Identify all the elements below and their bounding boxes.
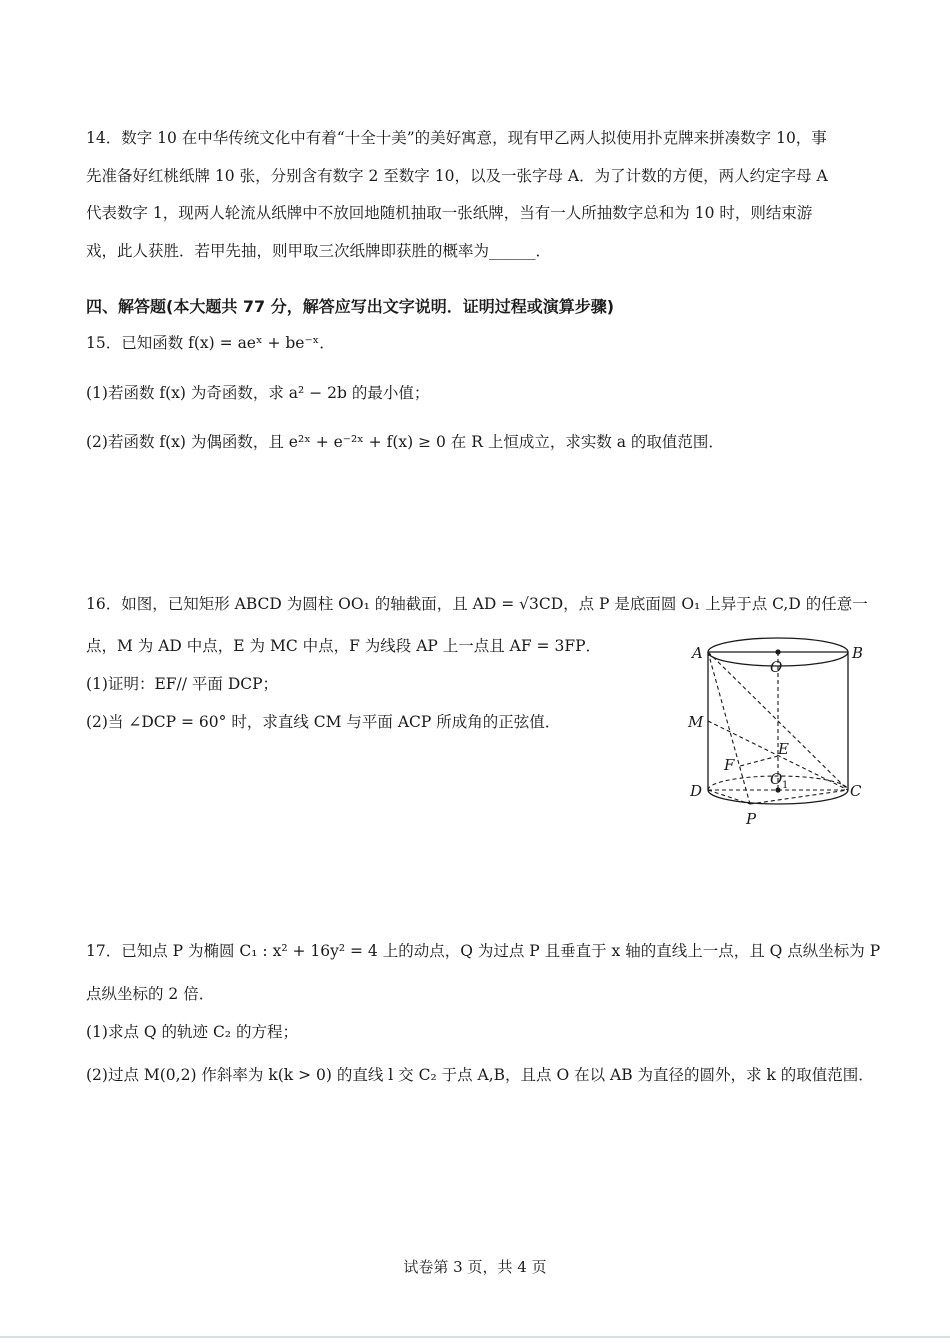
q15-part1: (1)若函数 f(x) 为奇函数，求 a² − 2b 的最小值； [86, 384, 430, 402]
label-e: E [778, 740, 789, 758]
q17-part2: (2)过点 M(0,2) 作斜率为 k(k > 0) 的直线 l 交 C₂ 于点 A,B，且点 O 在以 AB 为直径的圆外，求 k 的取值范围． [86, 1066, 874, 1084]
segment-ap [708, 652, 750, 804]
q16-stem-line-1: 16．如图，已知矩形 ABCD 为圆柱 OO₁ 的轴截面，且 AD = √3CD，点 P 是底面圆 O₁ 上异于点 C,D 的任意一 [86, 595, 868, 613]
label-o: O [770, 658, 783, 676]
label-c: C [850, 782, 862, 800]
cylinder-figure [684, 632, 874, 832]
q14-line-4: 戏，此人获胜．若甲先抽，则甲取三次纸牌即获胜的概率为______． [86, 242, 552, 260]
q16-part1: (1)证明：EF// 平面 DCP； [86, 675, 279, 693]
segment-ef [740, 756, 778, 766]
q17-stem-line-1: 17．已知点 P 为椭圆 C₁ : x² + 16y² = 4 上的动点，Q 为过点 P 且垂直于 x 轴的直线上一点，且 Q 点纵坐标为 P [86, 942, 881, 960]
q15-part2: (2)若函数 f(x) 为偶函数，且 e²ˣ + e⁻²ˣ + f(x) ≥ 0 在 R 上恒成立，求实数 a 的取值范围． [86, 433, 724, 451]
q14-line-1: 14．数字 10 在中华传统文化中有着“十全十美”的美好寓意，现有甲乙两人拟使用扑克牌来拼凑数字 10，事 [86, 129, 827, 147]
q14-line-2: 先准备好红桃纸牌 10 张，分别含有数字 2 至数字 10，以及一张字母 A．为了计数的方便，两人约定字母 A [86, 167, 828, 185]
label-m: M [688, 713, 704, 731]
segment-dp [708, 790, 750, 804]
q14-line-3: 代表数字 1，现两人轮流从纸牌中不放回地随机抽取一张纸牌，当有一人所抽数字总和为 10 时，则结束游 [86, 204, 813, 222]
bottom-edge [0, 1336, 950, 1338]
label-b: B [852, 644, 864, 662]
label-d: D [690, 782, 703, 800]
label-o1-sub: 1 [782, 780, 789, 791]
point-o1 [775, 787, 780, 792]
section-heading: 四、解答题(本大题共 77 分，解答应写出文字说明．证明过程或演算步骤) [86, 297, 615, 316]
page-footer: 试卷第 3 页，共 4 页 [403, 1258, 547, 1276]
point-o [775, 649, 780, 654]
q15-stem: 15．已知函数 f(x) = aeˣ + be⁻ˣ． [86, 334, 335, 352]
label-p: P [746, 810, 757, 828]
q17-stem-line-2: 点纵坐标的 2 倍． [86, 985, 215, 1003]
label-a: A [692, 644, 703, 662]
q16-part2: (2)当 ∠DCP = 60° 时，求直线 CM 与平面 ACP 所成角的正弦值． [86, 713, 561, 731]
q17-part1: (1)求点 Q 的轨迹 C₂ 的方程； [86, 1023, 298, 1041]
label-f: F [724, 756, 735, 774]
q16-stem-line-2: 点，M 为 AD 中点，E 为 MC 中点，F 为线段 AP 上一点且 AF = 3FP． [86, 637, 602, 655]
label-o1: O [770, 770, 783, 788]
segment-pc [750, 790, 848, 804]
